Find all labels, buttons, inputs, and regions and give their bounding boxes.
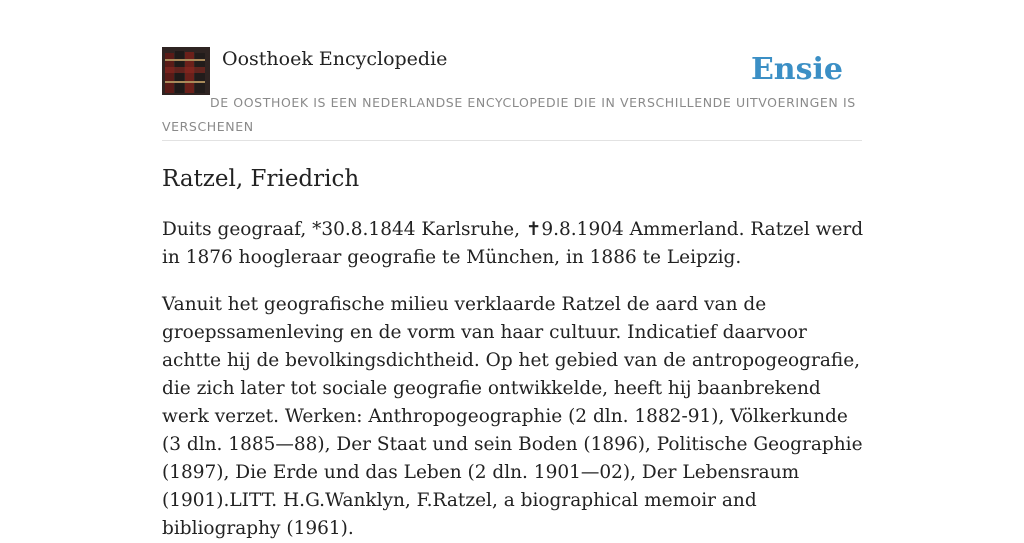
article-paragraph: Duits geograaf, *30.8.1844 Karlsruhe, ✝9.8.1904 Ammerland. Ratzel werd in 1876 hoogleraar geografie te München, in 1886 te Leipzig. xyxy=(162,219,864,268)
encyclopedia-avatar[interactable] xyxy=(162,47,210,95)
book-spines-icon xyxy=(162,47,210,95)
site-tagline: DE OOSTHOEK IS EEN NEDERLANDSE ENCYCLOPEDIE DIE IN VERSCHILLENDE UITVOERINGEN IS VERSCHENEN xyxy=(162,95,856,134)
article-title: Ratzel, Friedrich xyxy=(162,166,360,192)
ensie-logo-link[interactable]: Ensie xyxy=(750,52,843,87)
site-header xyxy=(162,44,862,141)
article-paragraph: Vanuit het geografische milieu verklaarde Ratzel de aard van de groepssamenleving en de vorm van haar cultuur. Indicatief daarvoor achtte hij de bevolkingsdichtheid. Op het gebied van de antropogeografie, die zich later tot sociale geografie ontwikkelde, heeft hij baanbrekend werk verzet. Werken: Anthropogeographie (2 dln. 1882-91), Völkerkunde (3 dln. 1885—88), Der Staat und sein Boden (1896), Politische Geographie (1897), Die Erde und das Leben (2 dln. 1901—02), Der Lebensraum (1901).LITT. H.G.Wanklyn, F.Ratzel, a biographical memoir and bibliography (1961). xyxy=(162,294,863,539)
site-name[interactable]: Oosthoek Encyclopedie xyxy=(222,48,448,70)
